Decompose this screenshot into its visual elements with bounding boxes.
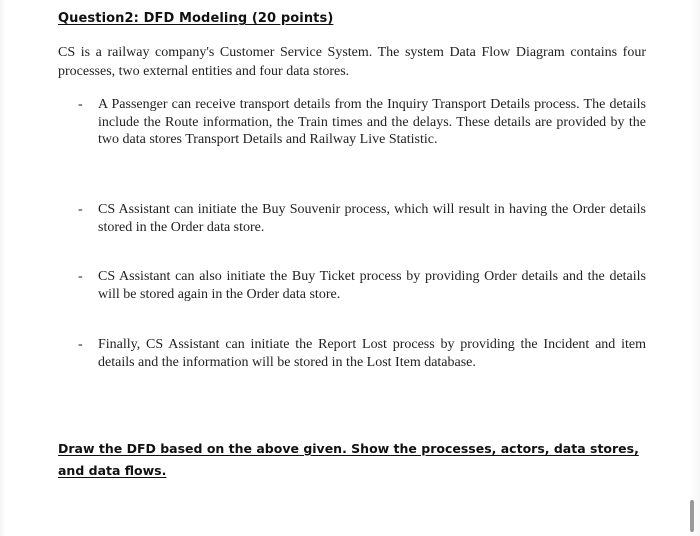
scroll-indicator[interactable] <box>690 500 694 532</box>
bullet-text: CS Assistant can also initiate the Buy Ticket process by providing Order details and the details will be stored again in the Order data store. <box>98 269 646 302</box>
intro-paragraph: CS is a railway company's Customer Service System. The system Data Flow Diagram contains four processes, two external entities and four data stores. <box>58 45 646 79</box>
bullet-text: CS Assistant can initiate the Buy Souvenir process, which will result in having the Order details stored in the Order data store. <box>98 202 646 235</box>
instruction-text: Draw the DFD based on the above given. Show the processes, actors, data stores, and data flows. <box>58 441 639 478</box>
bullet-item-buy-ticket <box>78 268 646 303</box>
bullet-dash: - <box>78 337 83 352</box>
bullet-item-report-lost <box>78 336 646 371</box>
bullet-dash: - <box>78 97 83 112</box>
bullet-text: A Passenger can receive transport details from the Inquiry Transport Details process. The details include the Route information, the Train times and the delays. These details are provided by the two data stores Transport Details and Railway Live Statistic. <box>98 97 646 147</box>
bullet-dash: - <box>78 202 83 217</box>
bullet-item-buy-souvenir <box>78 201 646 236</box>
bullet-dash: - <box>78 269 83 284</box>
bullet-item-passenger <box>78 96 646 149</box>
question-heading: Question2: DFD Modeling (20 points) <box>58 11 334 26</box>
bullet-text: Finally, CS Assistant can initiate the Report Lost process by providing the Incident and item details and the information will be stored in the Lost Item database. <box>98 337 646 370</box>
